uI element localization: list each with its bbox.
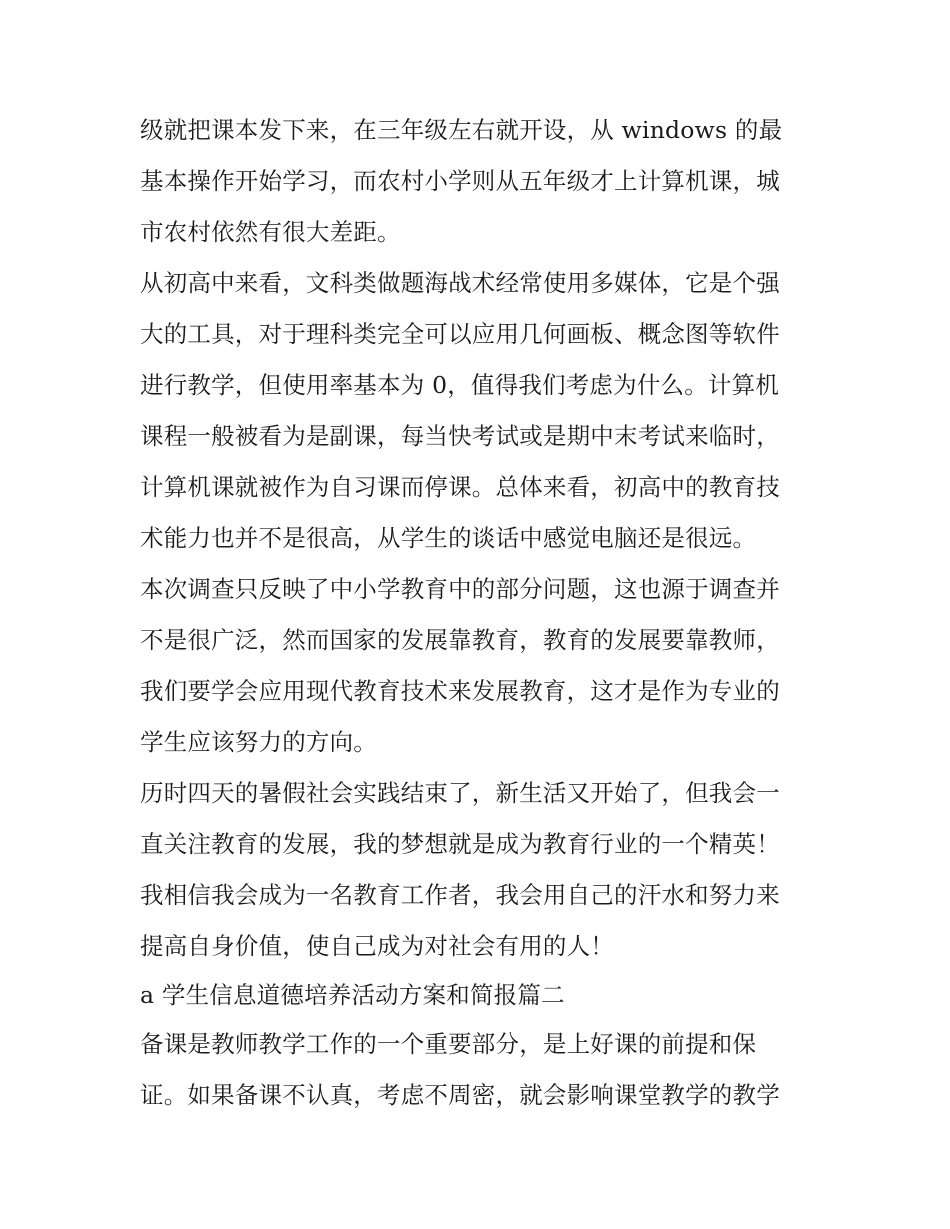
text-line: 本次调查只反映了中小学教育中的部分问题，这也源于调查并 [140, 575, 780, 603]
section-heading: a 学生信息道德培养活动方案和简报篇二 [140, 981, 565, 1009]
text-line: 从初高中来看，文科类做题海战术经常使用多媒体，它是个强 [140, 269, 780, 297]
text-line: 学生应该努力的方向。 [140, 728, 377, 756]
text-line: 基本操作开始学习，而农村小学则从五年级才上计算机课，城 [140, 167, 780, 195]
text-line: 进行教学，但使用率基本为 0，值得我们考虑为什么。计算机 [140, 371, 780, 399]
text-line: 直关注教育的发展，我的梦想就是成为教育行业的一个精英！ [140, 830, 780, 858]
text-line: 提高自身价值，使自己成为对社会有用的人！ [140, 932, 614, 960]
text-line: 我相信我会成为一名教育工作者，我会用自己的汗水和努力来 [140, 881, 780, 909]
text-line: 证。如果备课不认真，考虑不周密，就会影响课堂教学的教学 [140, 1081, 780, 1109]
text-line: 市农村依然有很大差距。 [140, 218, 401, 246]
text-line: 不是很广泛，然而国家的发展靠教育，教育的发展要靠教师， [140, 626, 780, 654]
text-line: 术能力也并不是很高，从学生的谈话中感觉电脑还是很远。 [140, 524, 757, 552]
text-line: 备课是教师教学工作的一个重要部分，是上好课的前提和保 [140, 1030, 757, 1058]
text-line: 我们要学会应用现代教育技术来发展教育，这才是作为专业的 [140, 677, 780, 705]
text-line: 级就把课本发下来，在三年级左右就开设，从 windows 的最 [140, 116, 783, 144]
text-line: 计算机课就被作为自习课而停课。总体来看，初高中的教育技 [140, 473, 780, 501]
text-line: 大的工具，对于理科类完全可以应用几何画板、概念图等软件 [140, 320, 780, 348]
text-line: 历时四天的暑假社会实践结束了，新生活又开始了，但我会一 [140, 779, 780, 807]
text-line: 课程一般被看为是副课，每当快考试或是期中末考试来临时， [140, 422, 780, 450]
